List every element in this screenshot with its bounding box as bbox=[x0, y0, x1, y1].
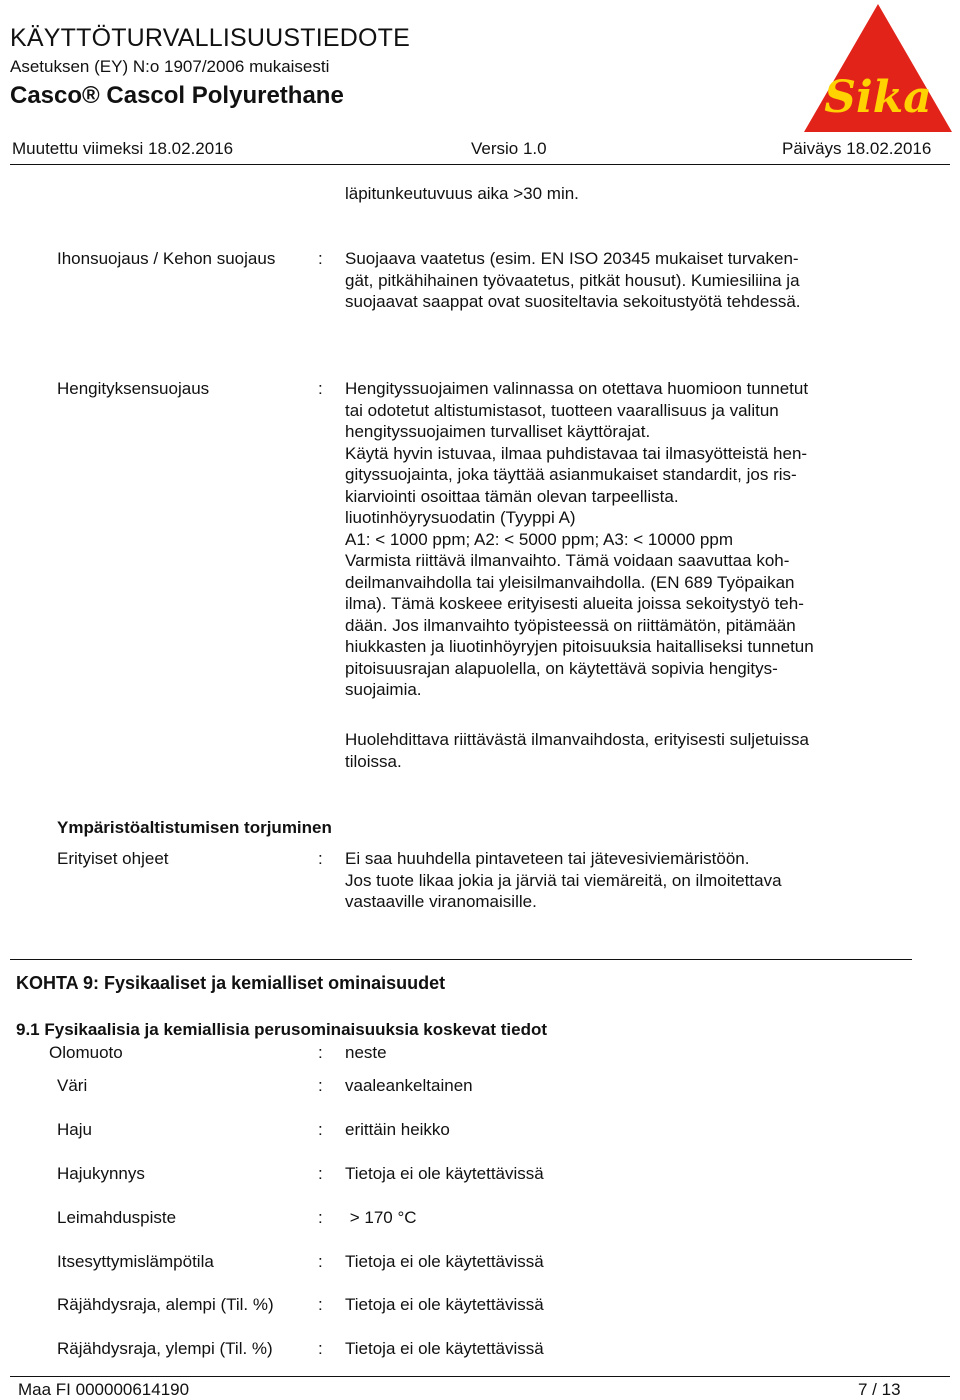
colon: : bbox=[318, 379, 323, 398]
document-title: KÄYTTÖTURVALLISUUSTIEDOTE bbox=[10, 24, 410, 52]
respiratory-protection-label: Hengityksensuojaus bbox=[57, 379, 210, 398]
sika-logo bbox=[800, 0, 956, 136]
property-value: neste bbox=[345, 1043, 387, 1062]
property-label: Räjähdysraja, alempi (Til. %) bbox=[57, 1295, 274, 1314]
environment-heading: Ympäristöaltistumisen torjuminen bbox=[57, 818, 332, 837]
property-label: Olomuoto bbox=[49, 1043, 123, 1062]
footer-identifier: Maa FI 000000614190 bbox=[18, 1380, 190, 1399]
property-label: Leimahduspiste bbox=[57, 1208, 177, 1227]
colon: : bbox=[318, 249, 323, 268]
section-9-1-heading: 9.1 Fysikaalisia ja kemiallisia perusominaisuuksia koskevat tiedot bbox=[16, 1020, 548, 1039]
property-value: vaaleankeltainen bbox=[345, 1076, 473, 1095]
property-value: Tietoja ei ole käytettävissä bbox=[345, 1252, 544, 1271]
colon: : bbox=[318, 1043, 323, 1062]
skin-protection-text: Suojaava vaatetus (esim. EN ISO 20345 mukaiset turvaken- gät, pitkähihainen työvaatetus, pitkät housut). Kumiesiliina ja suojaavat saappat ovat suositeltavia sekoitustyötä tehdessä. bbox=[345, 249, 801, 311]
property-label: Itsesyttymislämpötila bbox=[57, 1252, 214, 1271]
property-value: Tietoja ei ole käytettävissä bbox=[345, 1339, 544, 1358]
footer-divider bbox=[10, 1376, 950, 1377]
regulation-line: Asetuksen (EY) N:o 1907/2006 mukaisesti bbox=[10, 57, 330, 76]
svg-text:R: R bbox=[937, 85, 943, 93]
special-instructions-text: Ei saa huuhdella pintaveteen tai jätevesiviemäristöön. Jos tuote likaa jokia ja järviä tai viemäreitä, on ilmoitettava vastaaville viranomaisille. bbox=[345, 849, 782, 911]
colon: : bbox=[318, 1076, 323, 1095]
ventilation-note: Huolehdittava riittävästä ilmanvaihdosta, erityisesti suljetuissa tiloissa. bbox=[345, 730, 809, 771]
property-label: Hajukynnys bbox=[57, 1164, 145, 1183]
header-divider bbox=[10, 164, 950, 165]
property-value: erittäin heikko bbox=[345, 1120, 450, 1139]
colon: : bbox=[318, 1120, 323, 1139]
property-label: Haju bbox=[57, 1120, 92, 1139]
colon: : bbox=[318, 1339, 323, 1358]
section-divider bbox=[10, 959, 912, 960]
special-instructions-label: Erityiset ohjeet bbox=[57, 849, 169, 868]
property-value: Tietoja ei ole käytettävissä bbox=[345, 1295, 544, 1314]
penetration-time: läpitunkeutuvuus aika >30 min. bbox=[345, 184, 579, 203]
property-label: Räjähdysraja, ylempi (Til. %) bbox=[57, 1339, 273, 1358]
issue-date: Päiväys 18.02.2016 bbox=[782, 139, 932, 158]
colon: : bbox=[318, 1208, 323, 1227]
skin-protection-label: Ihonsuojaus / Kehon suojaus bbox=[57, 249, 276, 268]
colon: : bbox=[318, 1164, 323, 1183]
product-name: Casco® Cascol Polyurethane bbox=[10, 82, 344, 109]
property-value: > 170 °C bbox=[345, 1208, 417, 1227]
version-label: Versio 1.0 bbox=[471, 139, 547, 158]
logo-wordmark: Sika bbox=[824, 72, 932, 123]
colon: : bbox=[318, 1252, 323, 1271]
property-label: Väri bbox=[57, 1076, 88, 1095]
section-9-heading: KOHTA 9: Fysikaaliset ja kemialliset ominaisuudet bbox=[16, 973, 446, 993]
colon: : bbox=[318, 849, 323, 868]
respiratory-protection-text: Hengityssuojaimen valinnassa on otettava huomioon tunnetut tai odotetut altistumistasot, tuotteen vaarallisuus ja valitun hengityssuojaimen turvalliset käyttörajat. Käytä hyvin istuvaa, ilmaa puhdistavaa tai ilmasyötteistä hen- gityssuojainta, joka täyttää asianmukaiset standardit, jos ris- kiarviointi osoittaa tämän olevan tarpeellista. liuotinhöyrysuodatin (Tyyppi A) A1: < 1000 ppm; A2: < 5000 ppm; A3: < 10000 ppm Varmista riittävä ilmanvaihto. Tämä voidaan saavuttaa koh- deilmanvaihdolla tai yleisilmanvaihdolla. (EN 689 Työpaikan ilma). Tämä koskeee erityisesti alueita joissa sekoitystyö teh- dään. Jos ilmanvaihto työpisteessä on riittämätön, pitämään hiukkasten ja liuotinhöyryjen pitoisuuksia haitalliseksi tunnetun pitoisuusrajan alapuolella, on käytettävä sopivia hengitys- suojaimia. bbox=[345, 379, 814, 699]
property-value: Tietoja ei ole käytettävissä bbox=[345, 1164, 544, 1183]
colon: : bbox=[318, 1295, 323, 1314]
modified-date: Muutettu viimeksi 18.02.2016 bbox=[12, 139, 234, 158]
page-number: 7 / 13 bbox=[858, 1380, 901, 1399]
